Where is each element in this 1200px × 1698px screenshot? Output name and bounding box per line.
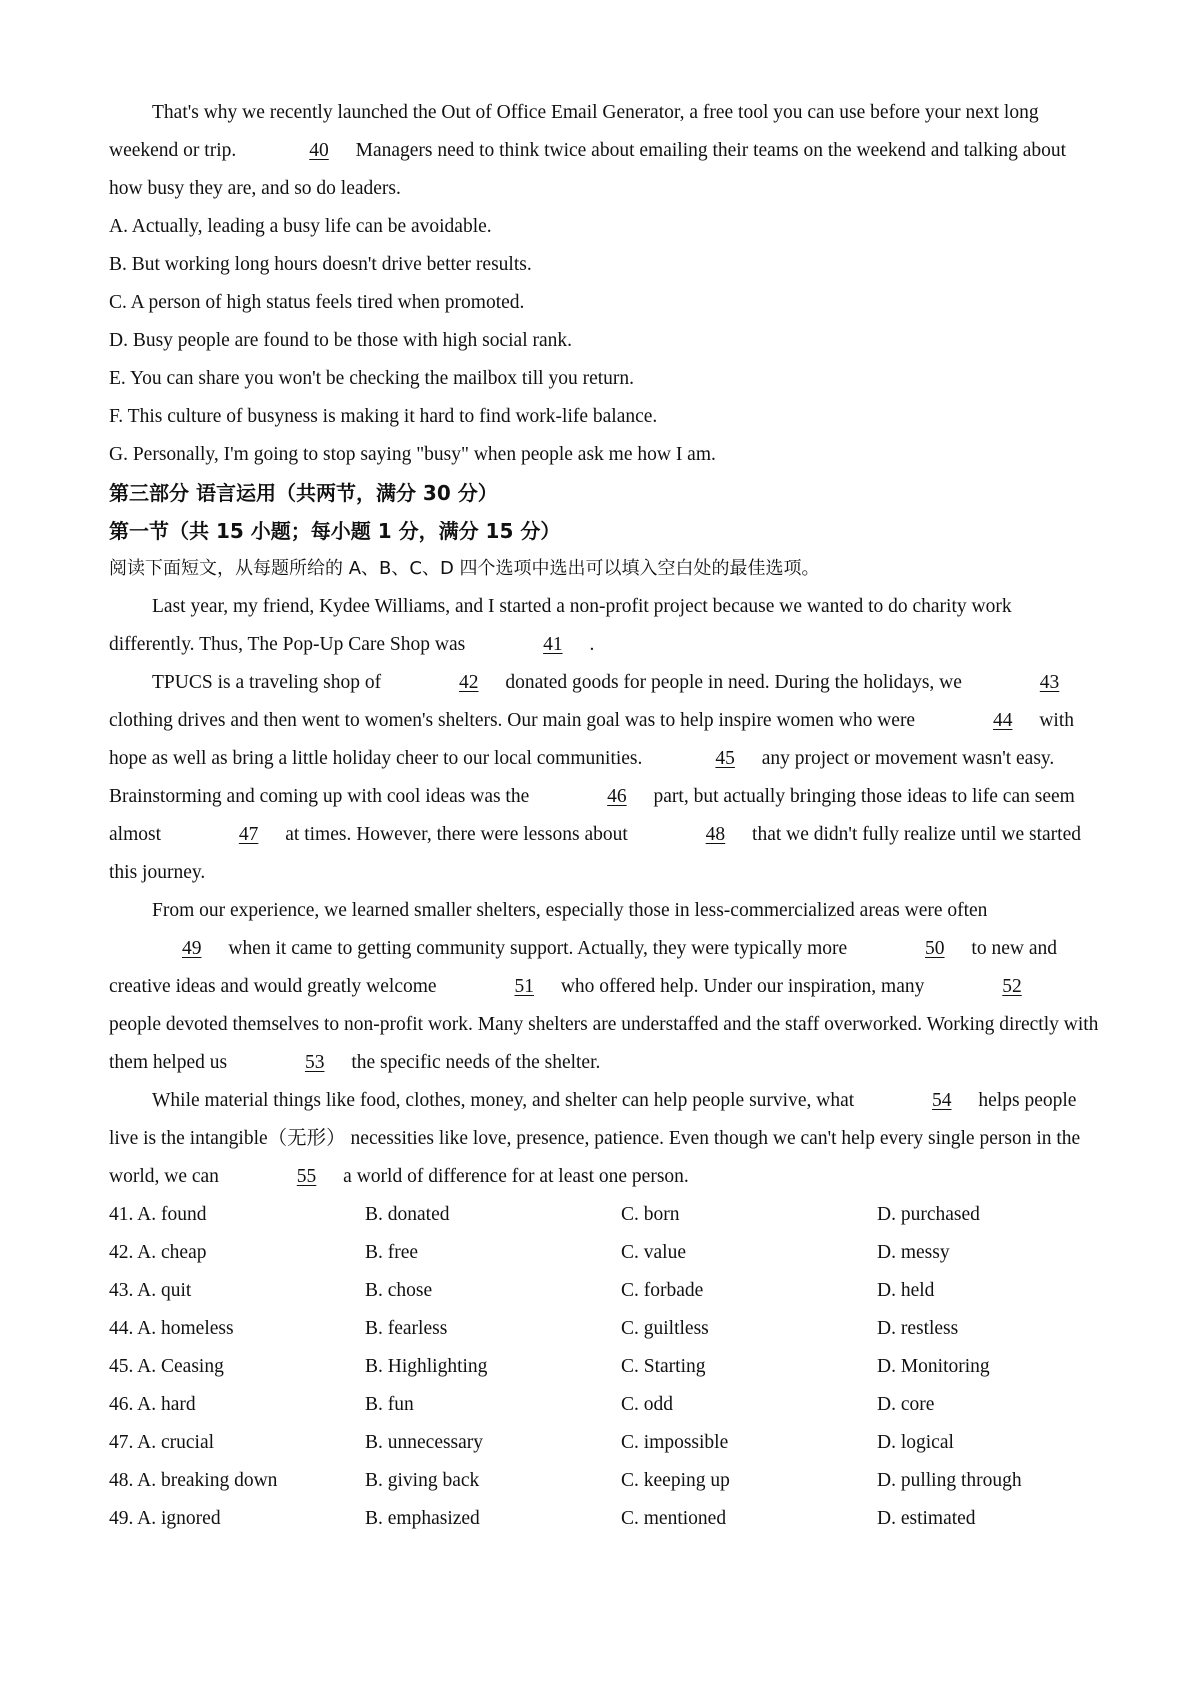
choice-d: D. messy — [877, 1242, 950, 1263]
section1-title: 第一节（共 15 小题；每小题 1 分，满分 15 分） — [109, 519, 561, 543]
choice-c: C. odd — [621, 1394, 674, 1415]
question-row — [109, 1310, 1099, 1348]
blank-42: 42 — [459, 672, 479, 693]
choice-b: B. giving back — [365, 1470, 480, 1491]
blank-40: 40 — [309, 140, 329, 161]
choice-d: D. estimated — [877, 1508, 976, 1529]
choice-a: 46. A. hard — [109, 1394, 196, 1415]
question-row — [109, 1424, 1099, 1462]
choice-c: C. keeping up — [621, 1470, 730, 1491]
cloze-paragraph-2: TPUCS is a traveling shop of 42 donated goods for people in need. During the holidays, we 43 clothing drives and then went to women's shelters. Our main goal was to help inspire women who were 44 with hope as well as bring a little holiday cheer to our local communities. 45 any project or movement wasn't easy. Brainstorming and coming up with cool ideas was the 46 part, but actually bringing those ideas to life can seem almost 47 at times. However, there were lessons about 48 that we didn't fully realize until we started this journey. — [109, 664, 1099, 892]
choice-c: C. impossible — [621, 1432, 729, 1453]
blank-53: 53 — [304, 1052, 325, 1073]
choice-a: 45. A. Ceasing — [109, 1356, 224, 1377]
choice-b: B. donated — [365, 1204, 450, 1225]
blank-47: 47 — [238, 824, 259, 845]
option-g: G. Personally, I'm going to stop saying "busy" when people ask me how I am. — [109, 444, 716, 465]
option-d: D. Busy people are found to be those with high social rank. — [109, 330, 573, 351]
passage-paragraph: That's why we recently launched the Out of Office Email Generator, a free tool you can use before your next long weekend or trip. 40 Managers need to think twice about emailing their teams on the weekend and talking about how busy they are, and so do leaders. — [109, 102, 1067, 199]
choice-d: D. purchased — [877, 1204, 980, 1225]
choice-c: C. forbade — [621, 1280, 704, 1301]
option-e: E. You can share you won't be checking the mailbox till you return. — [109, 368, 635, 389]
question-row — [109, 1272, 1099, 1310]
option-c: C. A person of high status feels tired when promoted. — [109, 292, 525, 313]
blank-45: 45 — [715, 748, 735, 769]
choice-a: 44. A. homeless — [109, 1318, 234, 1339]
option-a: A. Actually, leading a busy life can be avoidable. — [109, 216, 492, 237]
seven-choice-options — [109, 208, 1099, 474]
question-options — [109, 1196, 1099, 1538]
question-row — [109, 1196, 1099, 1234]
choice-b: B. free — [365, 1242, 419, 1263]
choice-a: 49. A. ignored — [109, 1508, 221, 1529]
choice-d: D. pulling through — [877, 1470, 1022, 1491]
choice-c: C. guiltless — [621, 1318, 709, 1339]
blank-41: 41 — [543, 634, 563, 655]
blank-50: 50 — [925, 938, 945, 959]
question-row — [109, 1500, 1099, 1538]
cloze-paragraph-3: From our experience, we learned smaller shelters, especially those in less-commercialized areas were often 49 when it came to getting community support. Actually, they were typically more 50 to new and creative ideas and would greatly welcome 51 who offered help. Under our inspiration, many 52 people devoted themselves to non-profit work. Many shelters are understaffed and the staff overworked. Working directly with them helped us 53 the specific needs of the shelter. — [109, 892, 1099, 1082]
choice-b: B. Highlighting — [365, 1356, 488, 1377]
blank-55: 55 — [296, 1166, 317, 1187]
question-row — [109, 1234, 1099, 1272]
page-content — [109, 94, 1099, 1538]
choice-d: D. core — [877, 1394, 935, 1415]
choice-b: B. fun — [365, 1394, 414, 1415]
instruction: 阅读下面短文，从每题所给的 A、B、C、D 四个选项中选出可以填入空白处的最佳选项。 — [109, 558, 820, 579]
question-row — [109, 1348, 1099, 1386]
blank-54: 54 — [932, 1090, 952, 1111]
blank-49: 49 — [182, 938, 202, 959]
cloze-paragraph-4: While material things like food, clothes, money, and shelter can help people survive, what 54 helps people live is the intangible（无形） necessities like love, presence, patience. Even though we can't help every single person in the world, we can 55 a world of difference for at least one person. — [109, 1082, 1099, 1196]
choice-a: 42. A. cheap — [109, 1242, 207, 1263]
choice-b: B. chose — [365, 1280, 433, 1301]
choice-b: B. fearless — [365, 1318, 448, 1339]
blank-46: 46 — [607, 786, 627, 807]
question-row — [109, 1386, 1099, 1424]
option-f: F. This culture of busyness is making it hard to find work-life balance. — [109, 406, 658, 427]
blank-52: 52 — [1002, 976, 1022, 997]
choice-a: 43. A. quit — [109, 1280, 192, 1301]
choice-a: 48. A. breaking down — [109, 1470, 278, 1491]
choice-a: 47. A. crucial — [109, 1432, 215, 1453]
blank-51: 51 — [514, 976, 534, 997]
choice-b: B. unnecessary — [365, 1432, 484, 1453]
choice-a: 41. A. found — [109, 1204, 207, 1225]
question-row — [109, 1462, 1099, 1500]
blank-44: 44 — [992, 710, 1013, 731]
choice-d: D. held — [877, 1280, 935, 1301]
choice-b: B. emphasized — [365, 1508, 480, 1529]
choice-c: C. born — [621, 1204, 680, 1225]
choice-d: D. logical — [877, 1432, 954, 1453]
choice-c: C. mentioned — [621, 1508, 727, 1529]
choice-c: C. Starting — [621, 1356, 706, 1377]
blank-43: 43 — [1039, 672, 1060, 693]
choice-d: D. Monitoring — [877, 1356, 990, 1377]
choice-c: C. value — [621, 1242, 686, 1263]
blank-48: 48 — [705, 824, 726, 845]
cloze-paragraph-1: Last year, my friend, Kydee Williams, and I started a non-profit project because we wanted to do charity work differently. Thus, The Pop-Up Care Shop was 41 . — [109, 588, 1099, 664]
option-b: B. But working long hours doesn't drive better results. — [109, 254, 532, 275]
part3-title: 第三部分 语言运用（共两节，满分 30 分） — [109, 481, 498, 505]
choice-d: D. restless — [877, 1318, 959, 1339]
